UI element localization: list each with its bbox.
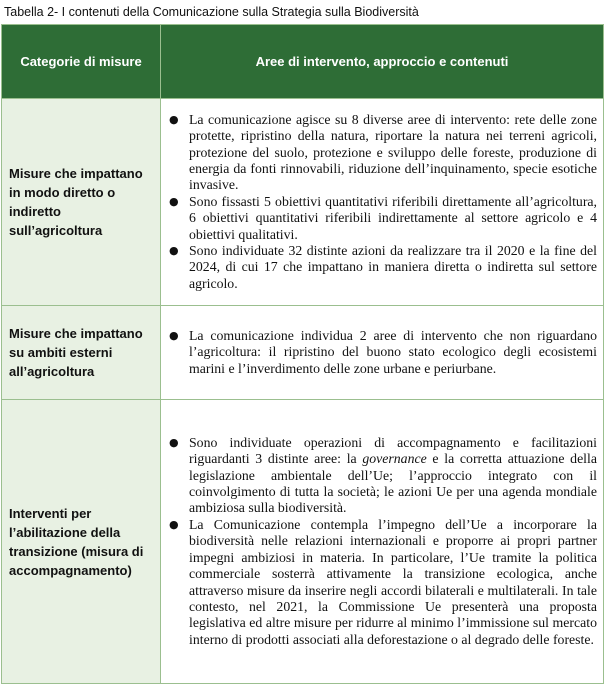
measures-table — [1, 24, 604, 684]
table-row — [2, 400, 604, 684]
list-item: ● Sono individuate operazioni di accompagnamento e facilitazioni riguardanti 3 distinte aree: la governance e la corretta attuazione della legislazione ambientale dell’Ue; l’approccio integrato con il coinvolgimento di tutta la società; le azioni Ue per una agenda mondiale ambiziosa sulla biodiversità. — [169, 434, 597, 516]
table-row — [2, 99, 604, 306]
bullet-icon: ● — [169, 194, 179, 208]
header-categories: Categorie di misure — [2, 25, 161, 99]
list-item: ● La comunicazione agisce su 8 diverse aree di intervento: rete delle zone protette, ripristino della natura, riportare la natura nei terreni agricoli, protezione del suolo, protezione e sviluppo delle foreste, produzione di energia da fonti rinnovabili, riduzione dell’inquinamento, specie esotiche invasive. — [169, 111, 597, 193]
list-item: ● La Comunicazione contempla l’impegno dell’Ue a incorporare la biodiversità nelle relazioni internazionali e proporre ai propri partner impegni ambiziosi in materia. In particolare, l’Ue tramite la politica commerciale sosterrà attivamente la transizione ecologica, anche attraverso misure da inserire negli accordi bilaterali e multilaterali. In tale contesto, nel 2021, la Commissione Ue presenterà una proposta legislativa ed altre misure per ridurre al minimo l’immissione sul mercato interno di prodotti associati alla deforestazione o al degrado delle foreste. — [169, 516, 597, 647]
row-category: Misure che impattano in modo diretto o indiretto sull’agricoltura — [2, 99, 161, 306]
bullet-icon: ● — [169, 435, 179, 449]
row-content — [161, 400, 604, 684]
list-item: ● Sono individuate 32 distinte azioni da realizzare tra il 2020 e la fine del 2024, di cui 17 che impattano in maniera diretta o indiretta sul settore agricolo. — [169, 243, 597, 291]
bullet-icon: ● — [169, 517, 179, 531]
header-areas: Aree di intervento, approccio e contenuti — [161, 25, 604, 99]
bullet-icon: ● — [169, 112, 179, 126]
table-row — [2, 306, 604, 400]
list-item: ● La comunicazione individua 2 aree di intervento che non riguardano l’agricoltura: il ripristino del buono stato ecologico degli ecosistemi marini e l’inverdimento delle zone urbane e periurbane. — [169, 327, 597, 376]
row-category: Interventi per l’abilitazione della transizione (misura di accompagnamento) — [2, 400, 161, 684]
bullet-icon: ● — [169, 244, 179, 258]
list-item: ● Sono fissasti 5 obiettivi quantitativi riferibili direttamente all’agricoltura, 6 obiettivi quantitativi riferibili indirettamente al settore agricolo e 4 obiettivi qualitativi. — [169, 193, 597, 242]
italic-term: governance — [362, 451, 427, 467]
row-category: Misure che impattano su ambiti esterni all’agricoltura — [2, 306, 161, 400]
row-content — [161, 99, 604, 306]
bullet-icon: ● — [169, 328, 179, 342]
row-content — [161, 306, 604, 400]
table-header-row — [2, 25, 604, 99]
table-caption: Tabella 2- I contenuti della Comunicazione sulla Strategia sulla Biodiversità — [4, 5, 419, 19]
